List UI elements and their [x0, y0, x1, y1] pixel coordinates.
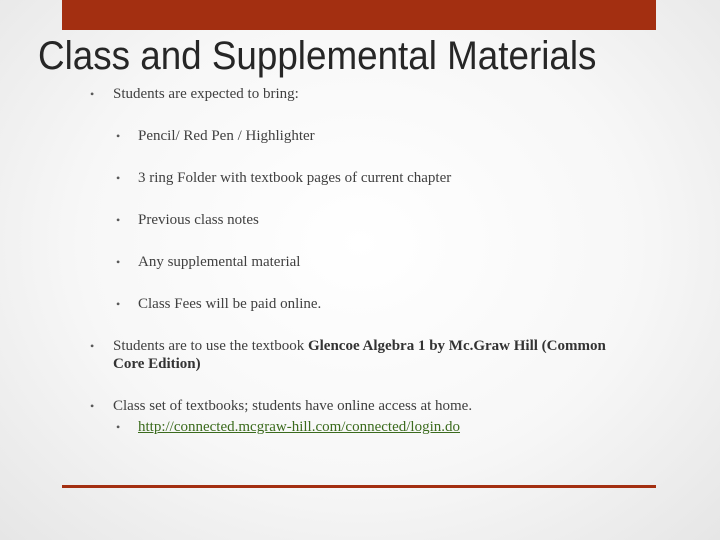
- bullet-textbook: [113, 337, 673, 373]
- bullet-class-notes: Previous class notes: [138, 212, 259, 228]
- bullet-marker: •: [116, 129, 121, 143]
- bullet-class-set: Class set of textbooks; students have online access at home.: [113, 398, 473, 414]
- textbook-edition: Core Edition): [113, 356, 201, 372]
- slide-title: Class and Supplemental Materials: [38, 34, 597, 78]
- bullet-folder: 3 ring Folder with textbook pages of current chapter: [138, 170, 452, 186]
- bullet-pencil-pen: Pencil/ Red Pen / Highlighter: [138, 128, 315, 144]
- bullet-marker: •: [90, 399, 95, 413]
- bullet-marker: •: [116, 171, 121, 185]
- bullet-marker: •: [116, 420, 121, 434]
- bullet-supplemental: Any supplemental material: [138, 254, 301, 270]
- bullet-class-fees: Class Fees will be paid online.: [138, 296, 322, 312]
- textbook-prefix: Students are to use the textbook: [113, 338, 308, 354]
- top-accent-bar: [62, 0, 656, 30]
- bullet-marker: •: [90, 87, 95, 101]
- online-access-link[interactable]: http://connected.mcgraw-hill.com/connected/login.do: [138, 419, 460, 435]
- bottom-accent-rule: [62, 485, 656, 488]
- bullet-marker: •: [90, 339, 95, 353]
- bullet-marker: •: [116, 255, 121, 269]
- bullet-marker: •: [116, 213, 121, 227]
- bullet-students-bring: Students are expected to bring:: [113, 86, 299, 102]
- bullet-marker: •: [116, 297, 121, 311]
- textbook-title: Glencoe Algebra 1 by Mc.Graw Hill (Common: [307, 338, 606, 354]
